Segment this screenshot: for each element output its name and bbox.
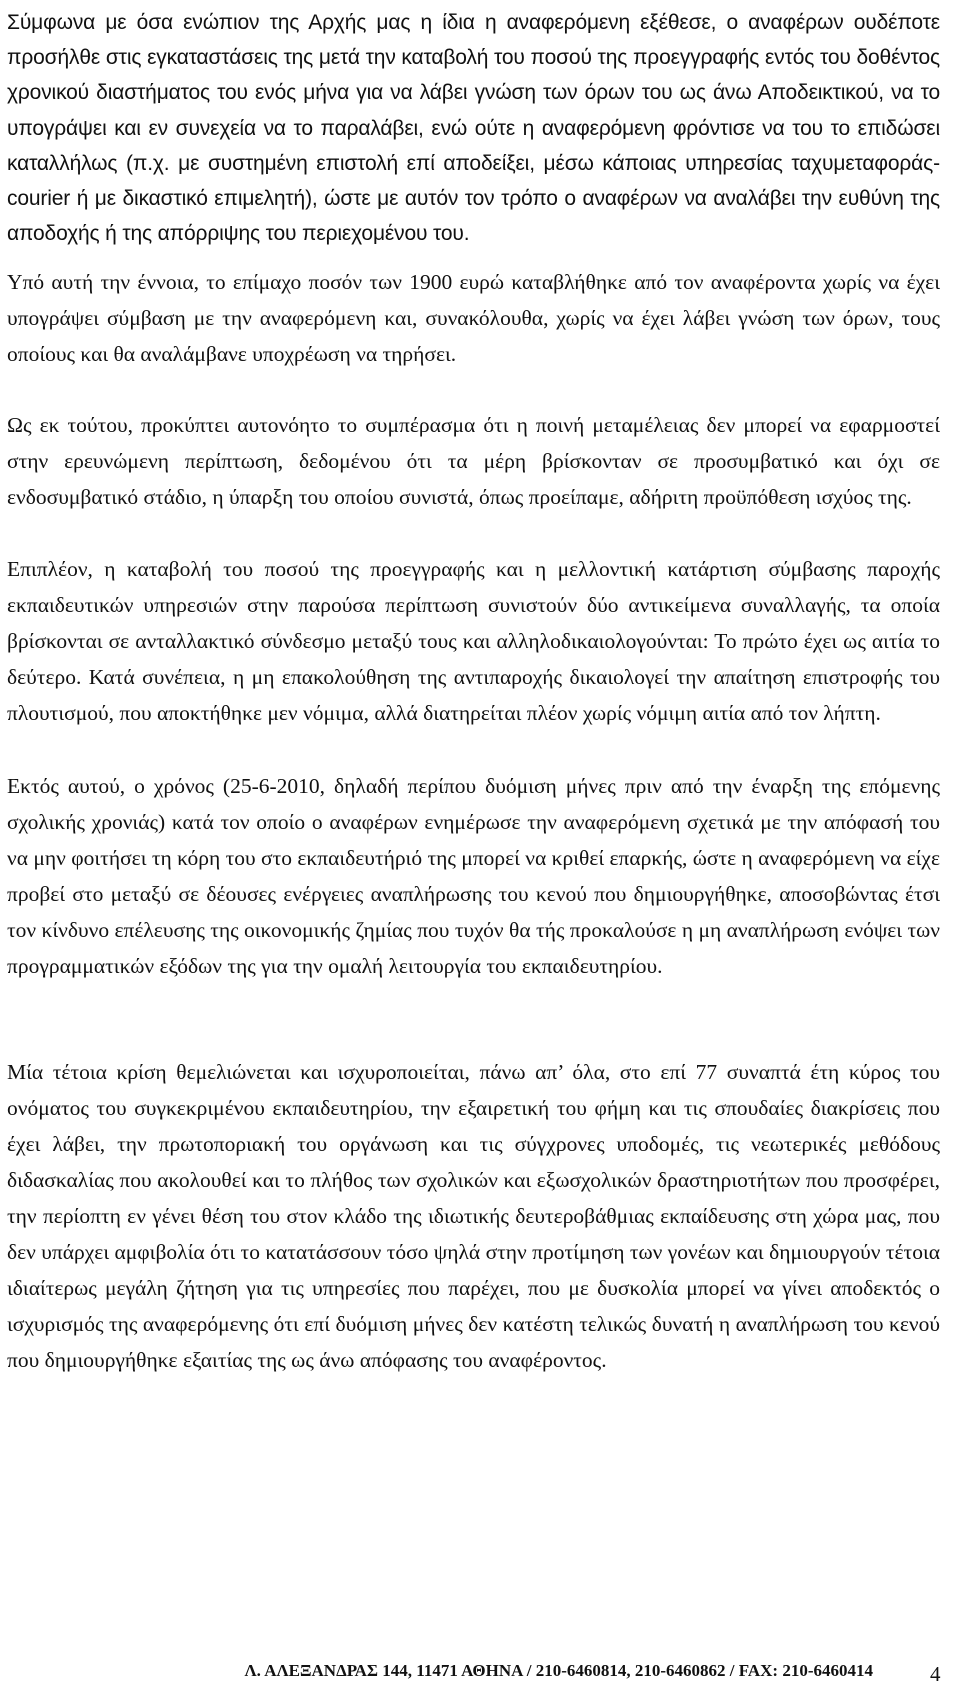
paragraph-1: Σύμφωνα με όσα ενώπιον της Αρχής μας η ίδια η αναφερόμενη εξέθεσε, ο αναφέρων ουδέποτε προσήλθε στις εγκαταστάσεις της μετά την καταβολή του ποσού της προεγγραφής εντός του δοθέντος χρονικού διαστήματος του ενός μήνα για να λάβει γνώση των όρων του ως άνω Αποδεικτικού, να το υπογράψει και εν συνεχεία να το παραλάβει, ενώ ούτε η αναφερόμενη φρόντισε να του το επιδώσει καταλλήλως (π.χ. με συστημένη επιστολή επί αποδείξει, μέσω κάποιας υπηρεσίας ταχυμεταφοράς-courier ή με δικαστικό επιμελητή), ώστε με αυτόν τον τρόπο ο αναφέρων να αναλάβει την ευθύνη της αποδοχής ή της απόρριψης του περιεχομένου του.	[7, 11, 940, 246]
paragraph-6: Μία τέτοια κρίση θεμελιώνεται και ισχυροποιείται, πάνω απ’ όλα, στο επί 77 συναπτά έτη κύρος του ονόματος του συγκεκριμένου εκπαιδευτηρίου, την εξαιρετική του φήμη και τις σπουδαίες διακρίσεις που έχει λάβει, την πρωτοπoριακή του οργάνωση και τις σύγχρονες υποδομές, τις νεωτερικές μεθόδους διδασκαλίας που ακολουθεί και το πλήθος των σχολικών και εξωσχολικών δραστηριοτήτων που προσφέρει, την περίοπτη εν γένει θέση του στον κλάδο της ιδιωτικής δευτεροβάθμιας εκπαίδευσης στη χώρα μας, που δεν υπάρχει αμφιβολία ότι το κατατάσσουν τόσο ψηλά στην προτίμηση των γονέων και δημιουργούν τέτοια ιδιαίτερως μεγάλη ζήτηση για τις υπηρεσίες που παρέχει, που με δυσκολία μπορεί να γίνει αποδεκτός ο ισχυρισμός της αναφερόμενης ότι επί δυόμιση μήνες δεν κατέστη τελικώς δυνατή η αναπλήρωση του κενού που δημιουργήθηκε εξαιτίας της ως άνω απόφασης του αναφέροντος.	[7, 1060, 940, 1372]
page-number: 4	[930, 1662, 941, 1686]
paragraph-4: Επιπλέον, η καταβολή του ποσού της προεγγραφής και η μελλοντική κατάρτιση σύμβασης παροχής εκπαιδευτικών υπηρεσιών στην παρούσα περίπτωση συνιστούν δύο αντικείμενα συναλλαγής, τα οποία βρίσκονται σε ανταλλακτικό σύνδεσμο μεταξύ τους και αλληλοδικαιολογούνται: Το πρώτο έχει ως αιτία το δεύτερο. Κατά συνέπεια, η μη επακολούθηση της αντιπαροχής δικαιολογεί την απαίτηση επιστροφής του πλουτισμού, που αποκτήθηκε μεν νόμιμα, αλλά διατηρείται πλέον χωρίς νόμιμη αιτία από τον λήπτη.	[7, 557, 940, 725]
footer-address: Λ. ΑΛΕΞΑΝΔΡΑΣ 144, 11471 ΑΘΗΝΑ / 210-6460814, 210-6460862 / FAX: 210-6460414	[244, 1661, 873, 1680]
paragraph-3: Ως εκ τούτου, προκύπτει αυτονόητο το συμπέρασμα ότι η ποινή μεταμέλειας δεν μπορεί να εφαρμοστεί στην ερευνώμενη περίπτωση, δεδομένου ότι τα μέρη βρίσκονταν σε προσυμβατικό και όχι σε ενδοσυμβατικό στάδιο, η ύπαρξη του οποίου συνιστά, όπως προείπαμε, αδήριτη προϋπόθεση ισχύος της.	[7, 413, 940, 509]
paragraph-5: Εκτός αυτού, ο χρόνος (25-6-2010, δηλαδή περίπου δυόμιση μήνες πριν από την έναρξη της επόμενης σχολικής χρονιάς) κατά τον οποίο ο αναφέρων ενημέρωσε την αναφερόμενη σχετικά με την απόφασή του να μην φοιτήσει τη κόρη του στο εκπαιδευτήριό της μπορεί να κριθεί επαρκής, ώστε η αναφερόμενη να είχε προβεί στο μεταξύ σε δέουσες ενέργειες αναπλήρωσης του κενού που δημιουργήθηκε, αποσοβώντας έτσι τον κίνδυνο επέλευσης της οικονομικής ζημίας που τυχόν θα τής προκαλούσε η μη αναπλήρωση ενόψει των προγραμματικών εξόδων της για την ομαλή λειτουργία του εκπαιδευτηρίου.	[7, 774, 940, 978]
paragraph-2: Υπό αυτή την έννοια, το επίμαχο ποσόν των 1900 ευρώ καταβλήθηκε από τον αναφέροντα χωρίς να έχει υπογράψει σύμβαση με την αναφερόμενη και, συνακόλουθα, χωρίς να έχει λάβει γνώση των όρων, τους οποίους και θα αναλάμβανε υποχρέωση να τηρήσει.	[7, 270, 940, 366]
